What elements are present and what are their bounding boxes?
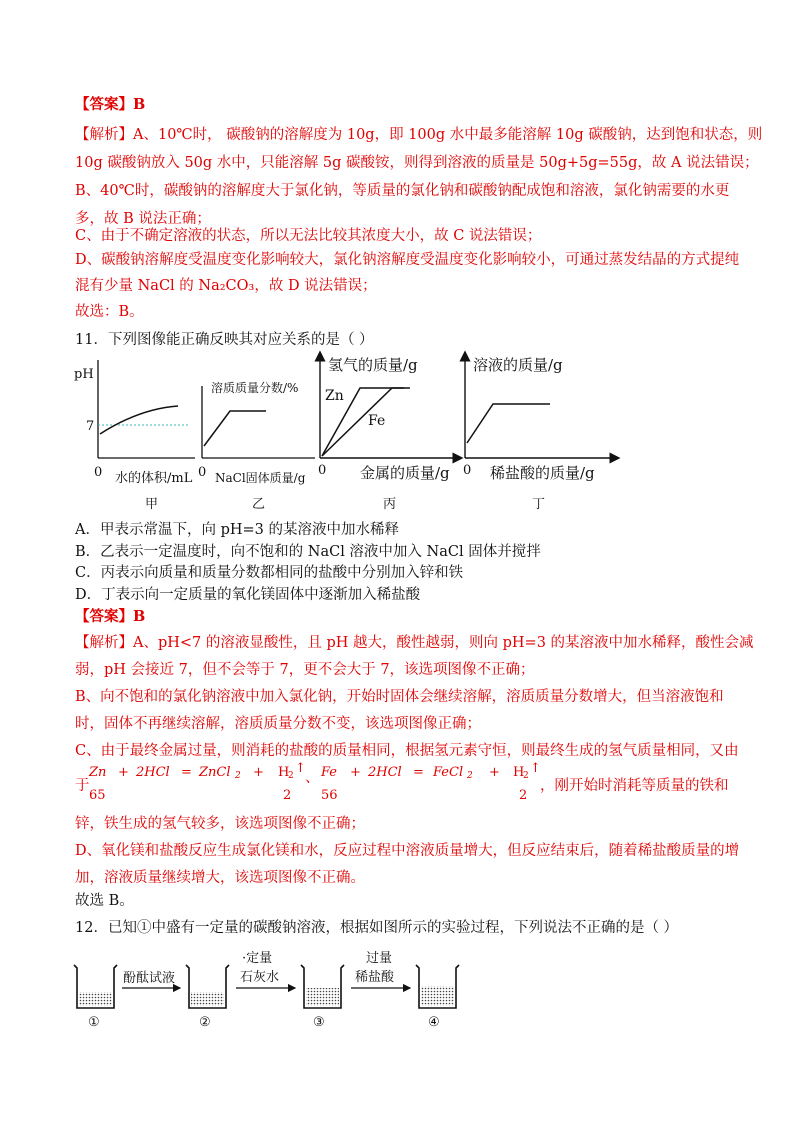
- q11-option-d: D．丁表示向一定质量的氧化镁固体中逐渐加入稀盐酸: [75, 587, 421, 603]
- graph-bing-fe-label: Fe: [368, 413, 386, 429]
- graph-ding-ylabel: 溶液的质量/g: [473, 356, 563, 374]
- q10-analysis-line-8: 故选：B。: [75, 304, 144, 320]
- q11-analysis-line-2: 弱，pH 会接近 7，但不会等于 7，更不会大于 7，该选项图像不正确；: [75, 662, 535, 678]
- q11-analysis-line-7: 锌，铁生成的氢气较多，该选项图像不正确；: [75, 816, 365, 832]
- graph-yi-curve: [204, 411, 266, 446]
- q11-analysis-line-4: 时，固体不再继续溶解，溶质质量分数不变，该选项图像正确；: [75, 716, 481, 732]
- arrow-3-label-bottom: 稀盐酸: [355, 970, 395, 985]
- graph-jia-curve: [100, 406, 178, 434]
- q12-beakers-figure: [70, 948, 470, 1038]
- graph-jia-ylabel: pH: [74, 367, 94, 382]
- beaker-4-label: ④: [428, 1015, 440, 1030]
- graph-bing-origin: 0: [318, 463, 327, 478]
- beaker-1-label: ①: [88, 1015, 100, 1030]
- equation-separator: 、: [305, 770, 320, 786]
- graph-bing-xlabel: 金属的质量/g: [360, 464, 450, 482]
- q10-analysis-line-2: 10g 碳酸钠放入 50g 水中，只能溶解 5g 碳酸铵，则得到溶液的质量是 50g+5g=55g，故 A 说法错误；: [75, 155, 759, 171]
- beaker-2-liquid: [191, 992, 224, 1006]
- q11-graphs-figure: [70, 348, 630, 518]
- q11-option-a: A．甲表示常温下，向 pH=3 的某溶液中加水稀释: [75, 522, 399, 538]
- graph-jia-origin: 0: [94, 465, 103, 480]
- graph-bing-zn-label: Zn: [325, 388, 344, 404]
- q11-analysis-line-5: C、由于最终金属过量，则消耗的盐酸的质量相同，根据氢元素守恒，则最终生成的氢气质量相同，又由: [75, 743, 739, 759]
- q10-answer: 【答案】B: [75, 96, 146, 113]
- q11-option-b: B．乙表示一定温度时，向不饱和的 NaCl 溶液中加入 NaCl 固体并搅拌: [75, 544, 541, 560]
- q10-analysis-line-3: B、40℃时，碳酸钠的溶解度大于氯化钠，等质量的氯化钠和碳酸钠配成饱和溶液，氯化钠需要的水更: [75, 183, 730, 199]
- graph-yi-caption: 乙: [252, 497, 266, 512]
- q11-stem: 11．下列图像能正确反映其对应关系的是（ ）: [75, 332, 374, 348]
- graph-yi-ylabel: 溶质质量分数/%: [211, 381, 299, 395]
- graph-yi-xlabel: NaCl固体质量/g: [215, 471, 306, 485]
- graph-ding: [463, 356, 615, 512]
- arrow-3-label-top: 过量: [366, 951, 393, 966]
- graph-ding-caption: 丁: [532, 497, 546, 512]
- q10-analysis-line-5: C、由于不确定溶液的状态，所以无法比较其浓度大小，故 C 说法错误；: [75, 228, 542, 244]
- q11-analysis-line-10: 故选 B。: [75, 893, 134, 909]
- beaker-3: [301, 965, 344, 1030]
- q10-analysis-line-6: D、碳酸钠溶解度受温度变化影响较大，氯化钠溶解度受温度变化影响较小，可通过蒸发结晶的方式提纯: [75, 252, 740, 268]
- graph-jia-xlabel: 水的体积/mL: [115, 471, 193, 486]
- q11-analysis-line-8: D、氧化镁和盐酸反应生成氯化镁和水，反应过程中溶液质量增大，但反应结束后，随着稀盐酸质量的增: [75, 843, 740, 859]
- q11-analysis-line-9: 加，溶液质量继续增大，该选项图像不正确。: [75, 870, 365, 886]
- q11-analysis-line-6-tail: ，刚开始时消耗等质量的铁和: [540, 778, 729, 794]
- beaker-2-label: ②: [199, 1015, 211, 1030]
- q12-stem: 12．已知①中盛有一定量的碳酸钠溶液，根据如图所示的实验过程，下列说法不正确的是（ ）: [75, 920, 679, 936]
- graph-ding-curve: [467, 404, 550, 443]
- beaker-1-liquid: [79, 992, 112, 1006]
- arrow-2-label-top: ·定量: [242, 951, 273, 966]
- q11-answer: 【答案】B: [75, 608, 146, 625]
- beaker-1: [74, 965, 117, 1030]
- arrow-1-label: 酚酞试液: [123, 971, 176, 986]
- graph-yi-origin: 0: [198, 465, 207, 480]
- beaker-3-liquid: [306, 988, 339, 1006]
- arrow-2-label-bottom: 石灰水: [240, 970, 280, 985]
- q11-analysis-line-6-yu: 于: [75, 778, 90, 794]
- graph-jia: [74, 360, 195, 512]
- graph-jia-tick-7: 7: [86, 419, 95, 434]
- q10-analysis-line-4: 多，故 B 说法正确；: [75, 211, 211, 227]
- graph-bing: [318, 356, 458, 512]
- graph-bing-ylabel: 氢气的质量/g: [328, 356, 418, 374]
- q11-option-c: C．丙表示向质量和质量分数都相同的盐酸中分别加入锌和铁: [75, 565, 464, 581]
- beaker-2: [186, 965, 229, 1030]
- graph-ding-origin: 0: [463, 463, 472, 478]
- beaker-3-label: ③: [313, 1015, 325, 1030]
- graph-ding-xlabel: 稀盐酸的质量/g: [490, 464, 595, 482]
- q10-analysis-line-7: 混有少量 NaCl 的 Na₂CO₃，故 D 说法错误；: [75, 278, 377, 294]
- graph-bing-caption: 丙: [383, 497, 397, 512]
- beaker-4-liquid: [421, 986, 454, 1006]
- graph-jia-caption: 甲: [145, 497, 159, 512]
- q11-analysis-line-3: B、向不饱和的氯化钠溶液中加入氯化钠，开始时固体会继续溶解，溶质质量分数增大，但当溶液饱和: [75, 689, 724, 705]
- beaker-4: [416, 965, 459, 1030]
- q10-analysis-line-1: 【解析】A、10℃时， 碳酸钠的溶解度为 10g，即 100g 水中最多能溶解 10g 碳酸钠，达到饱和状态，则: [75, 127, 763, 143]
- q11-analysis-line-1: 【解析】A、pH<7 的溶液显酸性，且 pH 越大，酸性越弱，则向 pH=3 的某溶液中加水稀释，酸性会减: [75, 635, 754, 651]
- graph-yi: [198, 380, 315, 512]
